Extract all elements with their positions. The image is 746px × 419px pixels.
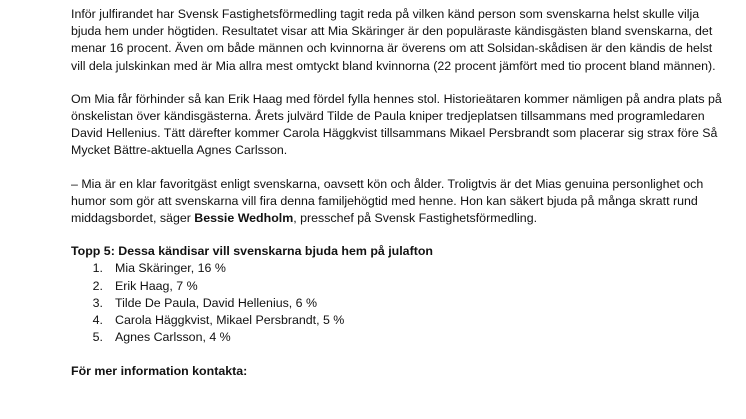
paragraph-intro: Inför julfirandet har Svensk Fastighetsförmedling tagit reda på vilken känd person som svenskarna helst skulle vilja bjuda hem under högtiden. Resultatet visar att Mia Skäringer är den populäraste kändisgästen bland svenskarna, det menar 16 procent. Även om både männen och kvinnorna är överens om att Solsidan-skådisen är den kändis de helst vill dela julskinkan med är Mia allra mest omtyckt bland kvinnorna (22 procent jämfört med tio procent bland männen).	[71, 7, 716, 73]
list-item-text: Mia Skäringer, 16 %	[115, 261, 226, 276]
quote-text: – Mia är en klar favoritgäst enligt svenskarna, oavsett kön och ålder. Troligtvis är det Mias genuina personlighet och humor som gör att svenskarna vill fira denna familjehögtid med henne. Hon kan säkert bjuda på många skratt rund middagsbordet, säger	[71, 176, 704, 226]
spokesperson-name: Bessie Wedholm	[194, 211, 294, 226]
list-item-number: 4.	[92, 313, 103, 328]
list-item-text: Tilde De Paula, David Hellenius, 6 %	[115, 295, 318, 310]
list-item-text: Erik Haag, 7 %	[115, 278, 198, 293]
contact-heading: För mer information kontakta:	[71, 364, 248, 379]
list-item	[71, 295, 726, 312]
paragraph-quote	[71, 176, 726, 228]
list-item	[71, 312, 726, 329]
list-item-number: 2.	[92, 278, 103, 293]
quote-attribution: , presschef på Svensk Fastighetsförmedling.	[293, 211, 538, 226]
list-item	[71, 278, 726, 295]
list-item-text: Carola Häggkvist, Mikael Persbrandt, 5 %	[115, 313, 345, 328]
list-item-number: 3.	[92, 295, 103, 310]
list-item-number: 5.	[92, 330, 103, 345]
paragraph-runner-up: Om Mia får förhinder så kan Erik Haag med fördel fylla hennes stol. Historieätaren kommer nämligen på andra plats på önskelistan över kändisgästerna. Årets julvärd Tilde de Paula kniper tredjeplatsen tillsammans med programledaren David Hellenius. Tätt därefter kommer Carola Häggkvist tillsammans Mikael Persbrandt som placerar sig strax före Så Mycket Bättre-aktuella Agnes Carlsson.	[71, 91, 722, 158]
list-item-number: 1.	[92, 261, 103, 276]
top5-heading: Topp 5: Dessa kändisar vill svenskarna bjuda hem på julafton	[71, 244, 433, 259]
list-item	[71, 329, 726, 346]
top5-list	[71, 260, 726, 346]
list-item-text: Agnes Carlsson, 4 %	[115, 330, 231, 345]
list-item	[71, 260, 726, 277]
